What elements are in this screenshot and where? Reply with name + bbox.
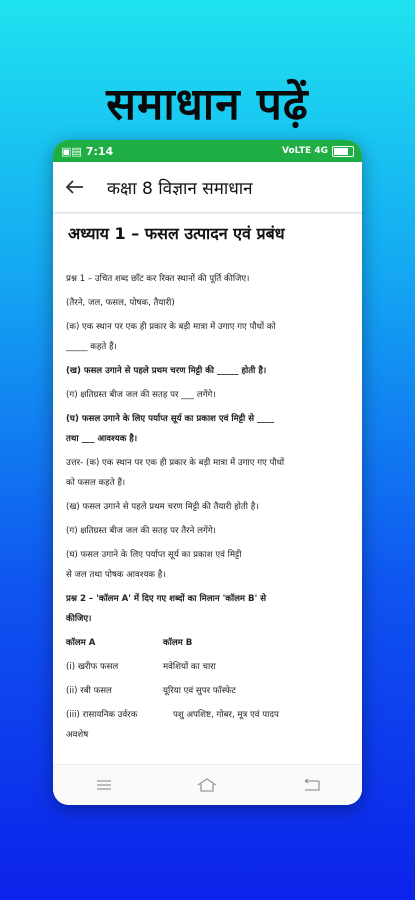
q1-part-b: (ख) फसल उगाने से पहले प्रथम चरण मिट्टी की _____ होती है। xyxy=(66,366,267,376)
match-table-header xyxy=(66,633,352,653)
promo-headline: समाधान पढ़ें xyxy=(106,79,309,130)
table-cell-a: (ii) रबी फसल xyxy=(66,686,112,696)
q1-part-a: (क) एक स्थान पर एक ही प्रकार के बड़ी मात्रा में उगाए गए पौधों को xyxy=(66,322,276,332)
q1-part-d: (घ) फसल उगाने के लिए पर्याप्त सूर्य का प्रकाश एवं मिट्टी से ____ xyxy=(66,414,275,424)
question-1: प्रश्न 1 – उचित शब्द छाँट कर रिक्त स्थानों की पूर्ति कीजिए। xyxy=(66,274,250,284)
solution-content xyxy=(53,222,362,745)
table-row-continuation: अवशेष xyxy=(66,730,89,740)
table-cell-b: यूरिया एवं सुपर फॉस्फेट xyxy=(163,686,237,696)
table-row xyxy=(66,681,352,701)
answer-a: उत्तर- (क) एक स्थान पर एक ही प्रकार के बड़ी मात्रा में उगाए गए पौधों xyxy=(66,458,285,468)
phone-screen xyxy=(53,140,362,805)
back-nav-icon[interactable] xyxy=(301,778,321,792)
question-2-cont: कीजिए। xyxy=(66,614,92,624)
app-bar xyxy=(53,162,362,213)
menu-icon[interactable] xyxy=(95,779,113,791)
answer-b: (ख) फसल उगाने से पहले प्रथम चरण मिट्टी की तैयारी होती है। xyxy=(66,502,259,512)
table-cell-b: मवेशियों का चारा xyxy=(163,662,216,672)
table-cell-b: पशु अपशिष्ट, गोबर, मूत्र एवं पादप xyxy=(173,710,279,720)
chapter-title: अध्याय 1 – फसल उत्पादन एवं प्रबंध xyxy=(68,224,285,243)
table-cell-a: (i) खरीफ फसल xyxy=(66,662,119,672)
answer-c: (ग) क्षतिग्रस्त बीज जल की सतह पर तैरने लगेंगे। xyxy=(66,526,216,536)
status-time: 7:14 xyxy=(85,144,114,158)
table-row xyxy=(66,657,352,677)
question-2: प्रश्न 2 – 'कॉलम A' में दिए गए शब्दों का मिलान 'कॉलम B' से xyxy=(66,594,267,604)
answer-d: (घ) फसल उगाने के लिए पर्याप्त सूर्य का प्रकाश एवं मिट्टी xyxy=(66,550,242,560)
q1-part-a-cont: _____ कहते हैं। xyxy=(66,342,117,352)
q1-part-c: (ग) क्षतिग्रस्त बीज जल की सतह पर ___ लगेंगे। xyxy=(66,390,216,400)
answer-d-cont: से जल तथा पोषक आवश्यक है। xyxy=(66,570,166,580)
home-icon[interactable] xyxy=(196,777,218,793)
q1-part-d-cont: तथा ___ आवश्यक है। xyxy=(66,434,138,444)
table-row xyxy=(66,705,352,725)
word-options: (तैरने, जल, फसल, पोषक, तैयारी) xyxy=(66,298,175,308)
back-arrow-icon xyxy=(66,180,84,194)
battery-icon xyxy=(332,146,354,157)
column-b-header: कॉलम B xyxy=(163,638,193,648)
column-a-header: कॉलम A xyxy=(66,638,96,648)
app-title: कक्षा 8 विज्ञान समाधान xyxy=(107,178,253,199)
system-nav-bar xyxy=(53,764,362,805)
answer-a-cont: को फसल कहते हैं। xyxy=(66,478,126,488)
table-cell-a: (iii) रासायनिक उर्वरक xyxy=(66,710,138,720)
network-indicator: VoLTE 4G xyxy=(282,146,328,156)
status-bar xyxy=(53,140,362,162)
back-button[interactable] xyxy=(53,162,97,212)
notification-icons: ▣▤ xyxy=(61,144,82,158)
